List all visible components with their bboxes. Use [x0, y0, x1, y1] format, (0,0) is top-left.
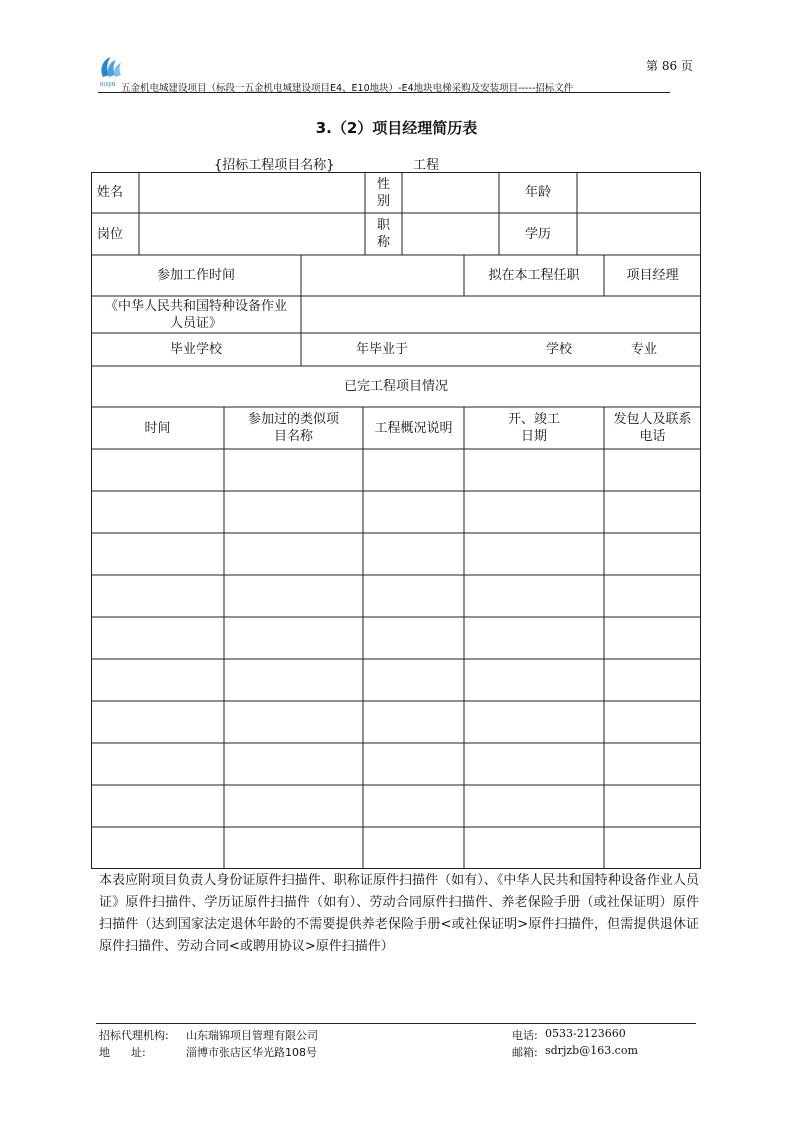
- post-field[interactable]: [139, 213, 365, 255]
- footer-address-value: 淄博市张店区华光路108号: [186, 1046, 317, 1059]
- school-suffix: 学校: [545, 342, 572, 357]
- project-suffix: 工程: [413, 158, 440, 173]
- col-header-project: 参加过的类似项目名称: [247, 412, 339, 444]
- gender-label: 性别: [376, 176, 390, 209]
- footer-email-value: sdrjzb@163.com: [545, 1044, 638, 1057]
- work-start-field[interactable]: [301, 255, 464, 296]
- project-name: {招标工程项目名称}: [214, 158, 335, 173]
- col-header-time: 时间: [144, 420, 171, 436]
- name-field[interactable]: [139, 172, 365, 213]
- footer-phone-value: 0533-2123660: [545, 1027, 626, 1040]
- page-number: 第 86 页: [646, 59, 693, 73]
- col-header-client: 发包人及联系电话: [613, 412, 692, 444]
- footer-agency-label: 招标代理机构:: [99, 1029, 169, 1042]
- name-label: 姓名: [97, 185, 124, 200]
- education-field[interactable]: [577, 213, 701, 255]
- header-rule: [98, 92, 670, 93]
- grad-year-label: 年毕业于: [355, 342, 408, 357]
- header-doc-title: 五金机电城建设项目（标段一五金机电城建设项目E4、E10地块）-E4地块电梯采购及安装项目-----招标文件: [121, 83, 574, 94]
- school-label: 毕业学校: [169, 342, 222, 357]
- age-field[interactable]: [577, 172, 701, 213]
- age-label: 年龄: [524, 185, 551, 200]
- intended-role-value: 项目经理: [626, 268, 679, 283]
- col-header-overview: 工程概况说明: [374, 420, 453, 436]
- footer-agency-value: 山东瑞锦项目管理有限公司: [186, 1029, 318, 1042]
- form-title: 3.（2）项目经理简历表: [315, 119, 478, 137]
- title-field[interactable]: [402, 213, 499, 255]
- section-title: 已完工程项目情况: [343, 379, 448, 394]
- footer-phone-label: 电话:: [512, 1029, 538, 1042]
- gender-field[interactable]: [402, 172, 499, 213]
- intended-role-label: 拟在本工程任职: [488, 268, 580, 283]
- footer-email-label: 邮箱:: [512, 1046, 538, 1059]
- resume-table: [91, 172, 701, 869]
- cert-field[interactable]: [301, 296, 701, 333]
- cert-label: 《中华人民共和国特种设备作业人员证》: [105, 298, 288, 331]
- footer-address-label: 地 址:: [99, 1046, 146, 1059]
- col-header-dates: 开、竣工日期: [507, 412, 560, 444]
- work-start-label: 参加工作时间: [156, 268, 235, 283]
- title-label: 职称: [376, 218, 390, 250]
- education-label: 学历: [524, 226, 551, 242]
- logo-text: RUIJIN: [100, 82, 116, 88]
- attachment-note: 本表应附项目负责人身份证原件扫描件、职称证原件扫描件（如有）、《中华人民共和国特种设备作业人员证》原件扫描件、学历证原件扫描件（如有）、劳动合同原件扫描件、养老保险手册（或社保证明）原件扫描件（达到国家法定退休年龄的不需要提供养老保险手册<或社保证明>原件扫描件，但需提供退休证原件扫描件、劳动合同<或聘用协议>原件扫描件）: [99, 873, 699, 954]
- post-label: 岗位: [97, 226, 124, 242]
- footer-rule: [96, 1023, 696, 1024]
- major-label: 专业: [630, 342, 657, 357]
